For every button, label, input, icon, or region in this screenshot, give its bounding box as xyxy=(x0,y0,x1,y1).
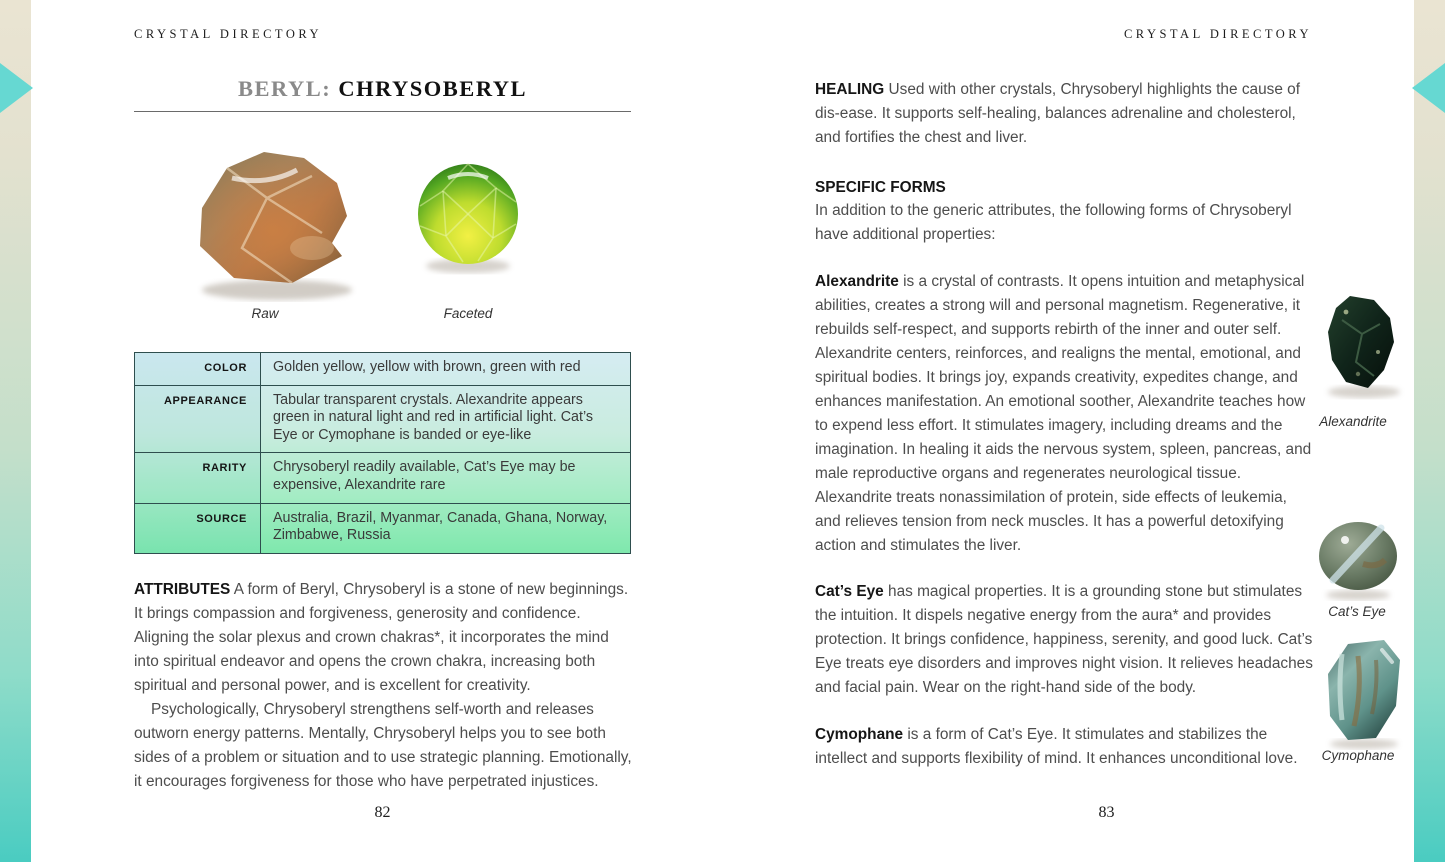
cymophane-lead: Cymophane xyxy=(815,726,904,743)
table-row-color xyxy=(135,353,630,385)
table-value: Golden yellow, yellow with brown, green with red xyxy=(273,359,581,375)
left-running-head: CRYSTAL DIRECTORY xyxy=(134,27,323,41)
attributes-text: A form of Beryl, Chrysoberyl is a stone of new beginnings. It brings compassion and forgiveness, generosity and confidence. Aligning the solar plexus and crown chakras*, it incorporates the mind into spiritual endeavor and opens the crown chakra, increasing both spiritual and personal power, and is excellent for creativity. xyxy=(134,581,629,694)
table-row-rarity xyxy=(135,452,630,502)
right-page-number: 83 xyxy=(1098,804,1115,821)
specific-forms-heading: SPECIFIC FORMS xyxy=(815,179,946,196)
left-page-number: 82 xyxy=(374,804,391,821)
alexandrite-text: is a crystal of contrasts. It opens intuition and metaphysical abilities, creates a strong will and personal magnetism. Regenerative, it rebuilds self-respect, and supports rebirth of the inner and outer self. Alexandrite centers, reinforces, and realigns the mental, emotional, and spiritual bodies. It brings joy, expands creativity, expedites change, and enhances manifestation. An emotional soother, Alexandrite teaches how to expend less effort. It stimulates imagery, including dreams and the imagination. In healing it aids the nervous system, spleen, pancreas, and male reproductive organs and regenerates neurological tissue. Alexandrite treats nonassimilation of protein, side effects of leukemia, and relieves tension from neck muscles. It has a powerful detoxifying action and stimulates the liver. xyxy=(815,273,1312,554)
cats-eye-photo-caption: Cat’s Eye xyxy=(1328,604,1386,619)
attributes-lead: ATTRIBUTES xyxy=(134,581,231,598)
table-row-source xyxy=(135,503,630,553)
cymophane-photo xyxy=(1318,636,1410,752)
right-page-edge-gradient xyxy=(1414,0,1445,862)
healing-text: Used with other crystals, Chrysoberyl highlights the cause of dis-ease. It supports self-healing, balances adrenaline and cholesterol, and fortifies the chest and liver. xyxy=(815,81,1301,146)
cats-eye-lead: Cat’s Eye xyxy=(815,583,884,600)
raw-caption: Raw xyxy=(251,306,279,321)
alexandrite-photo xyxy=(1312,290,1412,402)
specific-forms-intro: In addition to the generic attributes, the following forms of Chrysoberyl have additional properties: xyxy=(815,202,1292,243)
table-value: Tabular transparent crystals. Alexandrite appears green in natural light and red in artificial light. Cat’s Eye or Cymophane is banded or eye-like xyxy=(273,391,594,443)
attributes-paragraph xyxy=(134,578,634,794)
cymophane-paragraph xyxy=(815,723,1315,771)
alexandrite-photo-caption: Alexandrite xyxy=(1319,414,1387,429)
cats-eye-paragraph xyxy=(815,580,1315,700)
table-label: COLOR xyxy=(135,353,261,385)
right-running-head: CRYSTAL DIRECTORY xyxy=(1123,27,1312,41)
table-row-appearance xyxy=(135,385,630,453)
raw-chrysoberyl-photo xyxy=(172,138,372,308)
page-title xyxy=(134,76,631,112)
table-label: APPEARANCE xyxy=(135,386,261,453)
page-title-main: CHRYSOBERYL xyxy=(338,76,528,101)
table-label: RARITY xyxy=(135,453,261,502)
faceted-caption: Faceted xyxy=(443,306,493,321)
cats-eye-text: has magical properties. It is a grounding stone but stimulates the intuition. It dispels negative energy from the aura* and provides protection. It brings confidence, happiness, serenity, and good luck. Cat’s Eye treats eye disorders and improves night vision. It relieves headaches and facial pain. Wear on the right-hand side of the body. xyxy=(815,583,1313,696)
cats-eye-photo xyxy=(1315,516,1401,602)
healing-paragraph xyxy=(815,78,1315,150)
left-page-edge-gradient xyxy=(0,0,31,862)
table-value: Australia, Brazil, Myanmar, Canada, Ghana, Norway, Zimbabwe, Russia xyxy=(273,509,608,544)
healing-lead: HEALING xyxy=(815,81,885,98)
crystal-spec-table xyxy=(134,352,631,554)
faceted-chrysoberyl-photo xyxy=(408,156,528,276)
cymophane-photo-caption: Cymophane xyxy=(1321,748,1395,763)
table-label: SOURCE xyxy=(135,504,261,553)
alexandrite-paragraph xyxy=(815,270,1315,558)
alexandrite-lead: Alexandrite xyxy=(815,273,899,290)
page-title-prefix: BERYL: xyxy=(237,76,332,101)
attributes-paragraph-2: Psychologically, Chrysoberyl strengthens self-worth and releases outworn energy patterns. Mentally, Chrysoberyl helps you to see both sides of a problem or situation and to use strategic planning. Emotionally, it encourages forgiveness for those who have perpetrated injustices. xyxy=(134,701,632,790)
cymophane-text: is a form of Cat’s Eye. It stimulates and stabilizes the intellect and supports flexibility of mind. It enhances unconditional love. xyxy=(815,726,1298,767)
table-value: Chrysoberyl readily available, Cat’s Eye may be expensive, Alexandrite rare xyxy=(273,459,576,493)
